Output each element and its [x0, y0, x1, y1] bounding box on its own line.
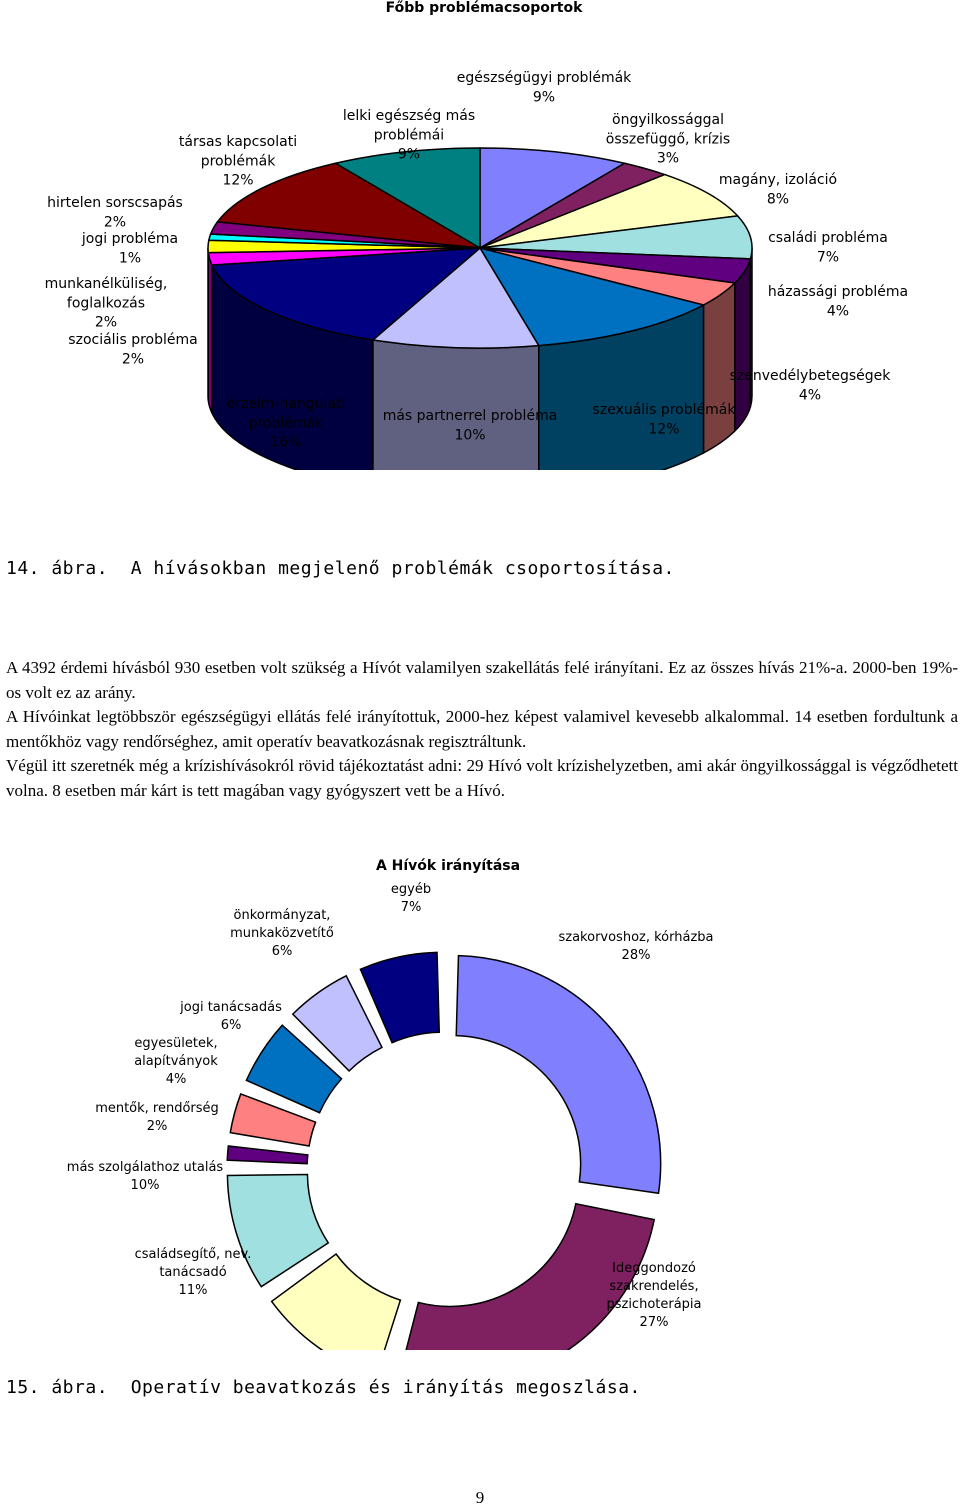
pie-slice-label: egészségügyi problémák 9%	[456, 70, 632, 106]
pie-slice-label: szociális probléma 2%	[68, 332, 198, 368]
donut-segment-label: jogi tanácsadás 6%	[180, 1000, 282, 1033]
problem-groups-pie-chart	[0, 0, 960, 470]
donut-segment-label: családsegítő, nev. tanácsadó 11%	[134, 1247, 252, 1298]
donut-segment-label: Ideggondozó szakrendelés, pszichoterápia 27%	[606, 1261, 702, 1330]
donut-segment	[227, 1146, 308, 1164]
pie-slice-label: családi probléma 7%	[768, 230, 888, 266]
caller-referral-donut-chart	[0, 850, 960, 1350]
page-number: 9	[475, 1488, 485, 1507]
pie-slice-label: öngyilkossággal összefüggő, krízis 3%	[605, 112, 731, 167]
pie-slice-side	[735, 259, 751, 431]
pie-slice-label: munkanélküliség, foglalkozás 2%	[44, 276, 168, 331]
pie-slice-side	[373, 340, 539, 470]
donut-segment-label: egyesületek, alapítványok 4%	[134, 1036, 218, 1087]
figure-15-caption: 15. ábra. Operatív beavatkozás és irányítás megoszlása.	[6, 1377, 641, 1398]
donut-segment-label: mentők, rendőrség 2%	[95, 1101, 219, 1134]
pie-slice-label: hirtelen sorscsapás 2%	[47, 195, 183, 231]
body-paragraph: A Hívóinkat legtöbbször egészségügyi ellátás felé irányítottuk, 2000-hez képest valamivel kevesebb alkalommal. 14 esetben fordultunk a mentőkhöz vagy rendőrséghez, amit operatív beavatkozásnak regisztráltunk.	[6, 707, 958, 751]
donut-segment	[398, 1204, 654, 1350]
pie-slice-label: szenvedélybetegségek 4%	[729, 368, 891, 404]
pie-slice-label: lelki egészség más problémái 9%	[342, 108, 476, 163]
body-paragraph: Végül itt szeretnék még a krízishívásokról rövid tájékoztatást adni: 29 Hívó volt krízishelyzetben, ami akár öngyilkossággal is végződhetett volna. 8 esetben már kárt is tett magában vagy gyógyszert vett be a Hívó.	[6, 756, 958, 800]
pie-slice-label: szexuális problémák 12%	[592, 402, 736, 438]
donut-segment-label: más szolgálathoz utalás 10%	[66, 1160, 224, 1193]
donut-segment-label: önkormányzat, munkaközvetítő 6%	[230, 908, 334, 959]
donut-segment-label: szakorvoshoz, kórházba 28%	[558, 930, 714, 963]
pie-slice-label: házassági probléma 4%	[767, 284, 909, 320]
donut-segment	[227, 1174, 328, 1286]
pie-slice-label: érzelm-hangulati problémák 16%	[226, 396, 346, 451]
figure-14-caption: 14. ábra. A hívásokban megjelenő problémák csoportosítása.	[6, 558, 675, 579]
pie-slice-label: jogi probléma 1%	[81, 231, 179, 267]
body-paragraph: A 4392 érdemi hívásból 930 esetben volt szükség a Hívót valamilyen szakellátás felé irányítani. Ez az összes hívás 21%-a. 2000-ben 19%-os volt ez az arány.	[6, 658, 958, 702]
chart-title: Főbb problémacsoportok	[385, 0, 583, 16]
donut-segment	[272, 1254, 401, 1350]
donut-segment-label: egyéb 7%	[390, 882, 432, 915]
pie-slice-label: magány, izoláció 8%	[718, 172, 838, 208]
pie-slice-label: más partnerrel probléma 10%	[382, 408, 558, 444]
chart-title: A Hívók irányítása	[375, 858, 521, 874]
donut-segment	[456, 956, 660, 1194]
pie-slice-label: társas kapcsolati problémák 12%	[178, 134, 298, 189]
body-text	[6, 656, 958, 803]
